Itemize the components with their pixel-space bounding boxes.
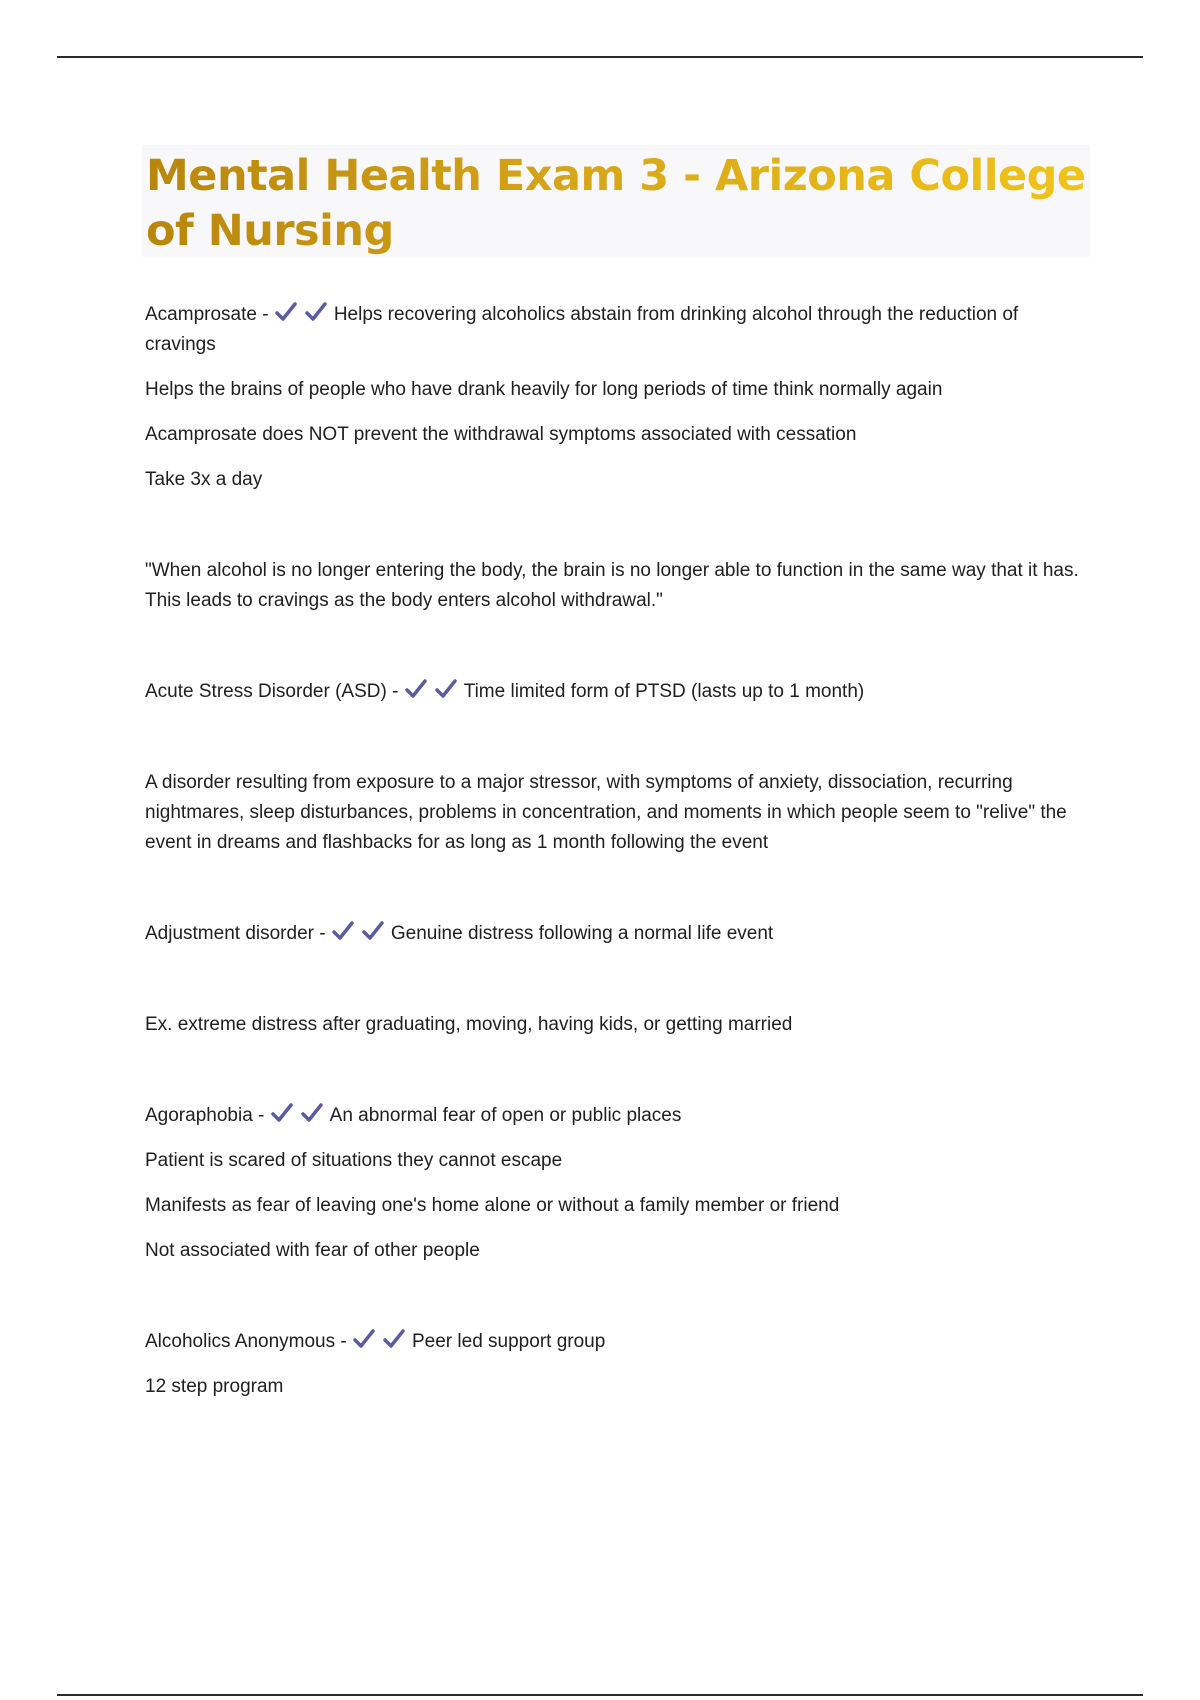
check-mark-icon: [274, 301, 298, 323]
spacer: [145, 1055, 1090, 1101]
flashcard-entry: [145, 1327, 1090, 1402]
check-mark-icon: [404, 678, 428, 700]
check-mark-icon: [382, 1328, 406, 1350]
title-banner: [142, 145, 1090, 257]
definition: Time limited form of PTSD (lasts up to 1 month): [463, 681, 865, 702]
top-rule: [57, 56, 1143, 58]
definition: An abnormal fear of open or public places: [329, 1105, 682, 1126]
term: Acute Stress Disorder (ASD) -: [145, 681, 399, 702]
note-line: 12 step program: [145, 1376, 284, 1397]
note-line: A disorder resulting from exposure to a major stressor, with symptoms of anxiety, dissociation, recurring nightmares, sleep disturbances, problems in concentration, and moments in which people seem to "relive" the event in dreams and flashbacks for as long as 1 month following the event: [145, 772, 1067, 853]
page-title: Mental Health Exam 3 - Arizona College of Nursing: [146, 149, 1086, 259]
note-line: Helps the brains of people who have drank heavily for long periods of time think normally again: [145, 379, 943, 400]
check-mark-icon: [270, 1102, 294, 1124]
term-line: [145, 677, 1090, 707]
term: Acamprosate -: [145, 304, 269, 325]
term-line: [145, 1327, 1090, 1357]
term-line: [145, 919, 1090, 949]
definition: Peer led support group: [412, 1331, 606, 1352]
spacer: [145, 722, 1090, 768]
note-line: Take 3x a day: [145, 469, 263, 490]
note-quote: "When alcohol is no longer entering the body, the brain is no longer able to function in the same way that it has. This leads to cravings as the body enters alcohol withdrawal.": [145, 560, 1079, 611]
flashcard-entry: [145, 919, 1090, 1040]
term: Alcoholics Anonymous -: [145, 1331, 347, 1352]
flashcard-entry: [145, 1101, 1090, 1266]
term: Agoraphobia -: [145, 1105, 265, 1126]
spacer: [145, 510, 1090, 556]
note-line: Patient is scared of situations they cannot escape: [145, 1150, 563, 1171]
check-mark-icon: [434, 678, 458, 700]
spacer: [145, 631, 1090, 677]
definition: Genuine distress following a normal life event: [390, 923, 774, 944]
document-body: [145, 300, 1090, 1417]
note-line: Acamprosate does NOT prevent the withdrawal symptoms associated with cessation: [145, 424, 857, 445]
note-line: Manifests as fear of leaving one's home alone or without a family member or friend: [145, 1195, 840, 1216]
spacer: [145, 873, 1090, 919]
definition: Helps recovering alcoholics abstain from drinking alcohol through the reduction of cravings: [145, 304, 1019, 355]
check-mark-icon: [352, 1328, 376, 1350]
check-mark-icon: [304, 301, 328, 323]
spacer: [145, 964, 1090, 1010]
note-line: Not associated with fear of other people: [145, 1240, 480, 1261]
check-mark-icon: [300, 1102, 324, 1124]
term: Adjustment disorder -: [145, 923, 326, 944]
spacer: [145, 1281, 1090, 1327]
note-line: Ex. extreme distress after graduating, moving, having kids, or getting married: [145, 1014, 793, 1035]
term-line: [145, 300, 1090, 360]
check-mark-icon: [331, 920, 355, 942]
check-mark-icon: [361, 920, 385, 942]
bottom-rule: [57, 1694, 1143, 1696]
term-line: [145, 1101, 1090, 1131]
flashcard-entry: [145, 300, 1090, 616]
flashcard-entry: [145, 677, 1090, 858]
